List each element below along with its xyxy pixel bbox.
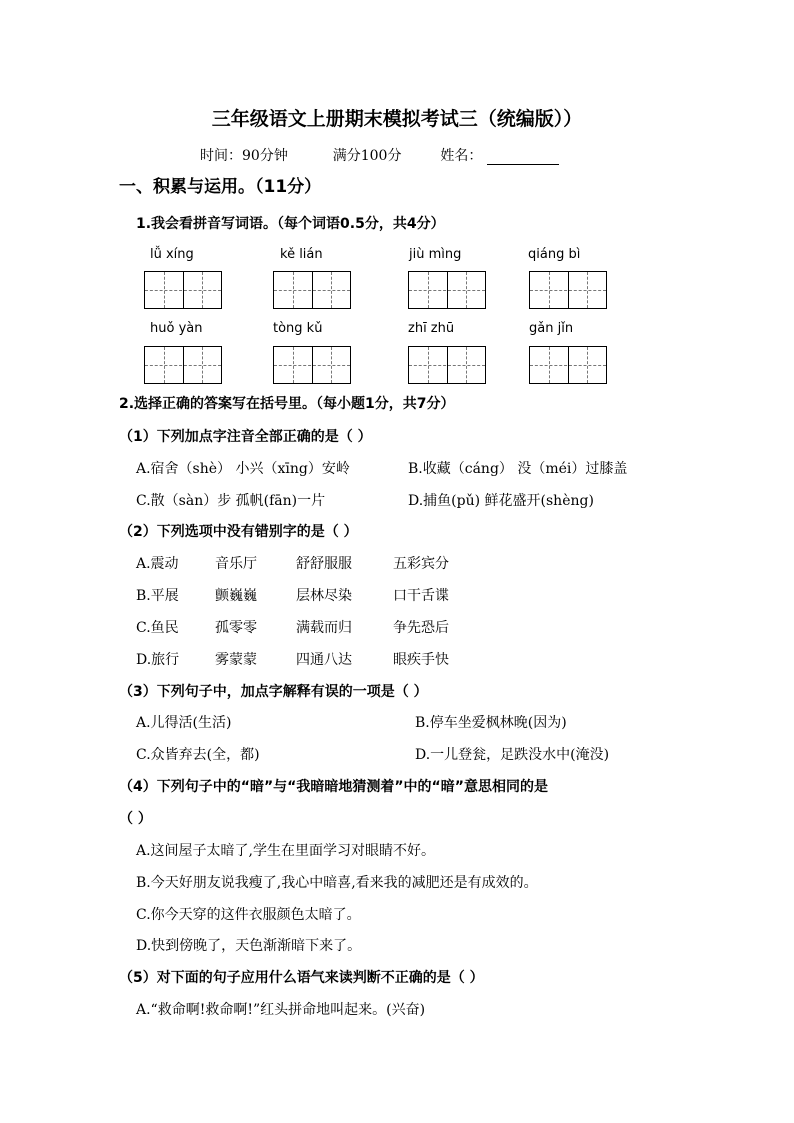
option-word: 满载而归 [296,620,352,636]
sub-question-stem: （2）下列选项中没有错别字的是（ ） [119,524,358,540]
writing-box[interactable] [273,346,351,384]
option-d[interactable]: D.快到傍晚了，天色渐渐暗下来了。 [136,938,362,954]
answer-bracket[interactable]: （ ） [119,811,152,827]
time-label: 时间：90分钟 [200,148,288,164]
score-label: 满分100分 [332,148,402,164]
pinyin-label: qiáng bì [528,247,581,262]
option-c[interactable]: C.你今天穿的这件衣服颜色太暗了。 [136,907,361,923]
name-label: 姓名： [440,148,483,164]
pinyin-label: tòng kǔ [273,321,323,336]
question-2-heading: 2.选择正确的答案写在括号里。（每小题1分，共7分） [119,396,455,412]
writing-box[interactable] [144,271,222,309]
writing-box[interactable] [408,271,486,309]
pinyin-label: huǒ yàn [150,321,203,336]
exam-meta [200,145,559,165]
name-blank[interactable] [487,150,559,165]
option-a[interactable]: A.这间屋子太暗了,学生在里面学习对眼睛不好。 [136,843,436,859]
pinyin-label: lǚ xíng [150,247,194,262]
option-word: 争先恐后 [393,620,449,636]
option-word: 颤巍巍 [215,588,257,604]
question-1-heading: 1.我会看拼音写词语。（每个词语0.5分，共4分） [136,216,445,232]
sub-question-stem: （5）对下面的句子应用什么语气来读判断不正确的是（ ） [119,970,484,986]
section-heading: 一、积累与运用。（11分） [119,177,322,197]
option-b[interactable]: B.今天好朋友说我瘦了,我心中暗喜,看来我的减肥还是有成效的。 [136,875,538,891]
option-word: 四通八达 [296,652,352,668]
pinyin-label: gǎn jǐn [529,321,574,336]
option-c[interactable]: C.散（sàn）步 孤帆(fān)一片 [136,493,326,509]
option-a[interactable]: A.“救命啊!救命啊!”红头拼命地叫起来。(兴奋) [136,1002,426,1018]
option-a[interactable]: A.儿得活(生活) [136,715,232,731]
option-word: 孤零零 [215,620,257,636]
option-word: 五彩宾分 [393,556,449,572]
option-d[interactable]: D.一儿登瓮，足跌没水中(淹没) [415,747,610,763]
option-d[interactable]: D.旅行 [136,652,180,668]
sub-question-stem: （3）下列句子中，加点字解释有误的一项是（ ） [119,684,428,700]
option-c[interactable]: C.鱼民 [136,620,179,636]
sub-question-stem: （1）下列加点字注音全部正确的是（ ） [119,429,372,445]
option-word: 雾蒙蒙 [215,652,257,668]
option-b[interactable]: B.收藏（cáng） 没（méi）过膝盖 [408,461,628,477]
writing-box[interactable] [144,346,222,384]
option-a[interactable]: A.震动 [136,556,179,572]
option-d[interactable]: D.捕鱼(pǔ) 鲜花盛开(shèng) [408,493,594,509]
option-word: 眼疾手快 [393,652,449,668]
writing-box[interactable] [529,346,607,384]
pinyin-label: zhī zhū [408,321,455,336]
writing-box[interactable] [529,271,607,309]
pinyin-label: kě lián [280,247,323,262]
option-c[interactable]: C.众皆弃去(全，都) [136,747,260,763]
sub-question-stem: （4）下列句子中的“暗”与“我暗暗地猜测着”中的“暗”意思相同的是 [119,779,548,795]
page-title: 三年级语文上册期末模拟考试三（统编版）） [211,108,583,130]
option-word: 层林尽染 [296,588,352,604]
pinyin-label: jiù mìng [409,247,462,262]
option-b[interactable]: B.停车坐爱枫林晚(因为) [415,715,567,731]
writing-box[interactable] [273,271,351,309]
option-word: 音乐厅 [215,556,257,572]
writing-box[interactable] [408,346,486,384]
option-b[interactable]: B.平展 [136,588,179,604]
option-word: 口干舌谍 [393,588,449,604]
option-word: 舒舒服服 [296,556,352,572]
option-a[interactable]: A.宿舍（shè） 小兴（xīng）安岭 [136,461,350,477]
